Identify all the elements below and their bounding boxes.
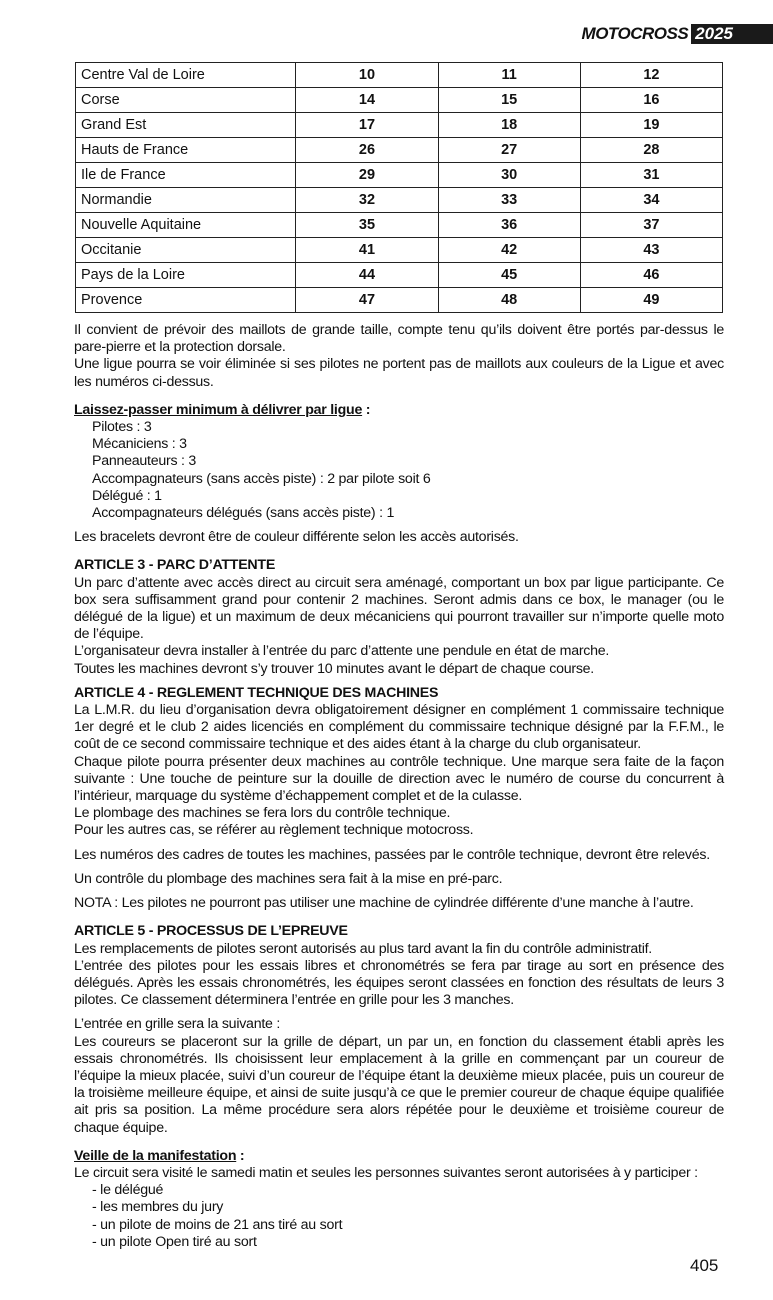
league-numbers-table [75, 62, 723, 313]
article4-paragraph: Un contrôle du plombage des machines sera fait à la mise en pré-parc. [74, 870, 503, 887]
table-row [76, 288, 723, 313]
league-name: Centre Val de Loire [76, 63, 296, 88]
race-number: 45 [438, 263, 580, 288]
league-name: Grand Est [76, 113, 296, 138]
header-year: 2025 [691, 24, 773, 44]
bracelets-paragraph: Les bracelets devront être de couleur différente selon les accès autorisés. [74, 529, 519, 546]
race-number: 12 [580, 63, 722, 88]
intro-paragraph: Une ligue pourra se voir éliminée si ses pilotes ne portent pas de maillots aux couleurs de la Ligue et avec les numéros ci-dessus. [74, 356, 724, 390]
race-number: 34 [580, 188, 722, 213]
article3-title: ARTICLE 3 - PARC D’ATTENTE [74, 557, 276, 574]
race-number: 29 [296, 163, 438, 188]
table-row [76, 63, 723, 88]
table-row [76, 113, 723, 138]
veille-heading [74, 1148, 724, 1165]
race-number: 16 [580, 88, 722, 113]
race-number: 41 [296, 238, 438, 263]
list-item: Mécaniciens : 3 [92, 436, 187, 453]
race-number: 15 [438, 88, 580, 113]
article4-title: ARTICLE 4 - REGLEMENT TECHNIQUE DES MACHINES [74, 684, 439, 701]
list-item: - le délégué [92, 1182, 164, 1199]
race-number: 32 [296, 188, 438, 213]
list-item: Accompagnateurs délégués (sans accès piste) : 1 [92, 505, 395, 522]
article4-paragraph: Pour les autres cas, se référer au règlement technique motocross. [74, 822, 474, 839]
running-header [582, 24, 773, 44]
race-number: 31 [580, 163, 722, 188]
race-number: 36 [438, 213, 580, 238]
race-number: 33 [438, 188, 580, 213]
article3-paragraph: Toutes les machines devront s’y trouver 10 minutes avant le départ de chaque course. [74, 660, 595, 677]
passes-title: Laissez-passer minimum à délivrer par ligue [74, 401, 363, 418]
race-number: 19 [580, 113, 722, 138]
veille-list [74, 1182, 724, 1251]
veille-title: Veille de la manifestation [74, 1147, 237, 1164]
race-number: 42 [438, 238, 580, 263]
passes-title-suffix: : [362, 401, 371, 418]
league-name: Corse [76, 88, 296, 113]
veille-paragraph: Le circuit sera visité le samedi matin et seules les personnes suivantes seront autorisées à y participer : [74, 1164, 698, 1181]
race-number: 49 [580, 288, 722, 313]
list-item: - un pilote Open tiré au sort [92, 1233, 257, 1250]
league-name: Normandie [76, 188, 296, 213]
list-item: - les membres du jury [92, 1199, 224, 1216]
article5-paragraph: L’entrée des pilotes pour les essais libres et chronométrés se fera par tirage au sort en présence des délégués. Après les essais chronométrés, les équipes seront classées en fonction des résultats de leurs 3 pilotes. Ce classement déterminera l’entrée en grille pour les 3 manches. [74, 957, 724, 1009]
passes-heading [74, 402, 724, 419]
list-item: Accompagnateurs (sans accès piste) : 2 par pilote soit 6 [92, 470, 431, 487]
race-number: 11 [438, 63, 580, 88]
article3-paragraph: L’organisateur devra installer à l’entrée du parc d’attente une pendule en état de marche. [74, 643, 610, 660]
league-name: Nouvelle Aquitaine [76, 213, 296, 238]
race-number: 35 [296, 213, 438, 238]
league-name: Occitanie [76, 238, 296, 263]
race-number: 47 [296, 288, 438, 313]
article5-title: ARTICLE 5 - PROCESSUS DE L’EPREUVE [74, 923, 348, 940]
article4-paragraph: Chaque pilote pourra présenter deux machines au contrôle technique. Une marque sera faite de la façon suivante : Une touche de peinture sur la douille de direction avec le numéro de course du concurrent à l’intérieur, marquage du système d’échappement complet et de la culasse. [74, 753, 724, 805]
article4-nota: NOTA : Les pilotes ne pourront pas utiliser une machine de cylindrée différente d’une manche à l’autre. [74, 895, 694, 912]
header-brand: MOTOCROSS [581, 24, 689, 43]
race-number: 30 [438, 163, 580, 188]
table-row [76, 88, 723, 113]
body-text [74, 322, 724, 1251]
league-name: Pays de la Loire [76, 263, 296, 288]
league-name: Provence [76, 288, 296, 313]
race-number: 27 [438, 138, 580, 163]
page-number: 405 [690, 1256, 719, 1275]
race-number: 46 [580, 263, 722, 288]
intro-paragraph: Il convient de prévoir des maillots de grande taille, compte tenu qu’ils doivent être portés par-dessus le pare-pierre et la protection dorsale. [74, 322, 724, 356]
list-item: - un pilote de moins de 21 ans tiré au sort [92, 1216, 343, 1233]
race-number: 18 [438, 113, 580, 138]
race-number: 26 [296, 138, 438, 163]
list-item: Pilotes : 3 [92, 419, 152, 436]
race-number: 37 [580, 213, 722, 238]
race-number: 14 [296, 88, 438, 113]
race-number: 17 [296, 113, 438, 138]
article3-paragraph: Un parc d’attente avec accès direct au circuit sera aménagé, comportant un box par ligue participante. Ce box sera suffisamment grand pour contenir 2 machines. Seront admis dans ce box, le manager (ou le délégué de la ligue) et un maximum de deux mécaniciens qui pourront travailler sur n’importe quelle moto de l’équipe. [74, 574, 724, 643]
article5-paragraph: L’entrée en grille sera la suivante : [74, 1016, 281, 1033]
race-number: 10 [296, 63, 438, 88]
article4-paragraph: Le plombage des machines se fera lors du contrôle technique. [74, 805, 451, 822]
veille-title-suffix: : [236, 1147, 245, 1164]
table-row [76, 188, 723, 213]
table-row [76, 213, 723, 238]
table-row [76, 238, 723, 263]
race-number: 44 [296, 263, 438, 288]
league-name: Hauts de France [76, 138, 296, 163]
list-item: Délégué : 1 [92, 487, 162, 504]
passes-list [74, 419, 724, 522]
league-name: Ile de France [76, 163, 296, 188]
article5-paragraph: Les remplacements de pilotes seront autorisés au plus tard avant la fin du contrôle administratif. [74, 940, 652, 957]
article4-paragraph: Les numéros des cadres de toutes les machines, passées par le contrôle technique, devront être relevés. [74, 846, 710, 863]
table-row [76, 138, 723, 163]
list-item: Panneauteurs : 3 [92, 453, 197, 470]
table-row [76, 163, 723, 188]
article5-paragraph: Les coureurs se placeront sur la grille de départ, un par un, en fonction du classement établi après les essais chronométrés. Ils choisissent leur emplacement à la grille en commençant par un coureur de l’équipe la mieux placée, suivi d’un coureur de l’équipe étant la deuxième mieux placée, puis un coureur de la troisième meilleure équipe, et ainsi de suite jusqu’à ce que le premier coureur de chaque équipe qualifiée ait pris sa position. La même procédure sera alors répétée pour le deuxième et troisième coureur de chaque équipe. [74, 1033, 724, 1136]
table-row [76, 263, 723, 288]
race-number: 48 [438, 288, 580, 313]
article4-paragraph: La L.M.R. du lieu d’organisation devra obligatoirement désigner en complément 1 commissaire technique 1er degré et le club 2 aides licenciés en complément du commissaire technique désigné par la F.F.M., le coût de ce second commissaire technique et des aides étant à la charge du club organisateur. [74, 702, 724, 753]
race-number: 43 [580, 238, 722, 263]
race-number: 28 [580, 138, 722, 163]
